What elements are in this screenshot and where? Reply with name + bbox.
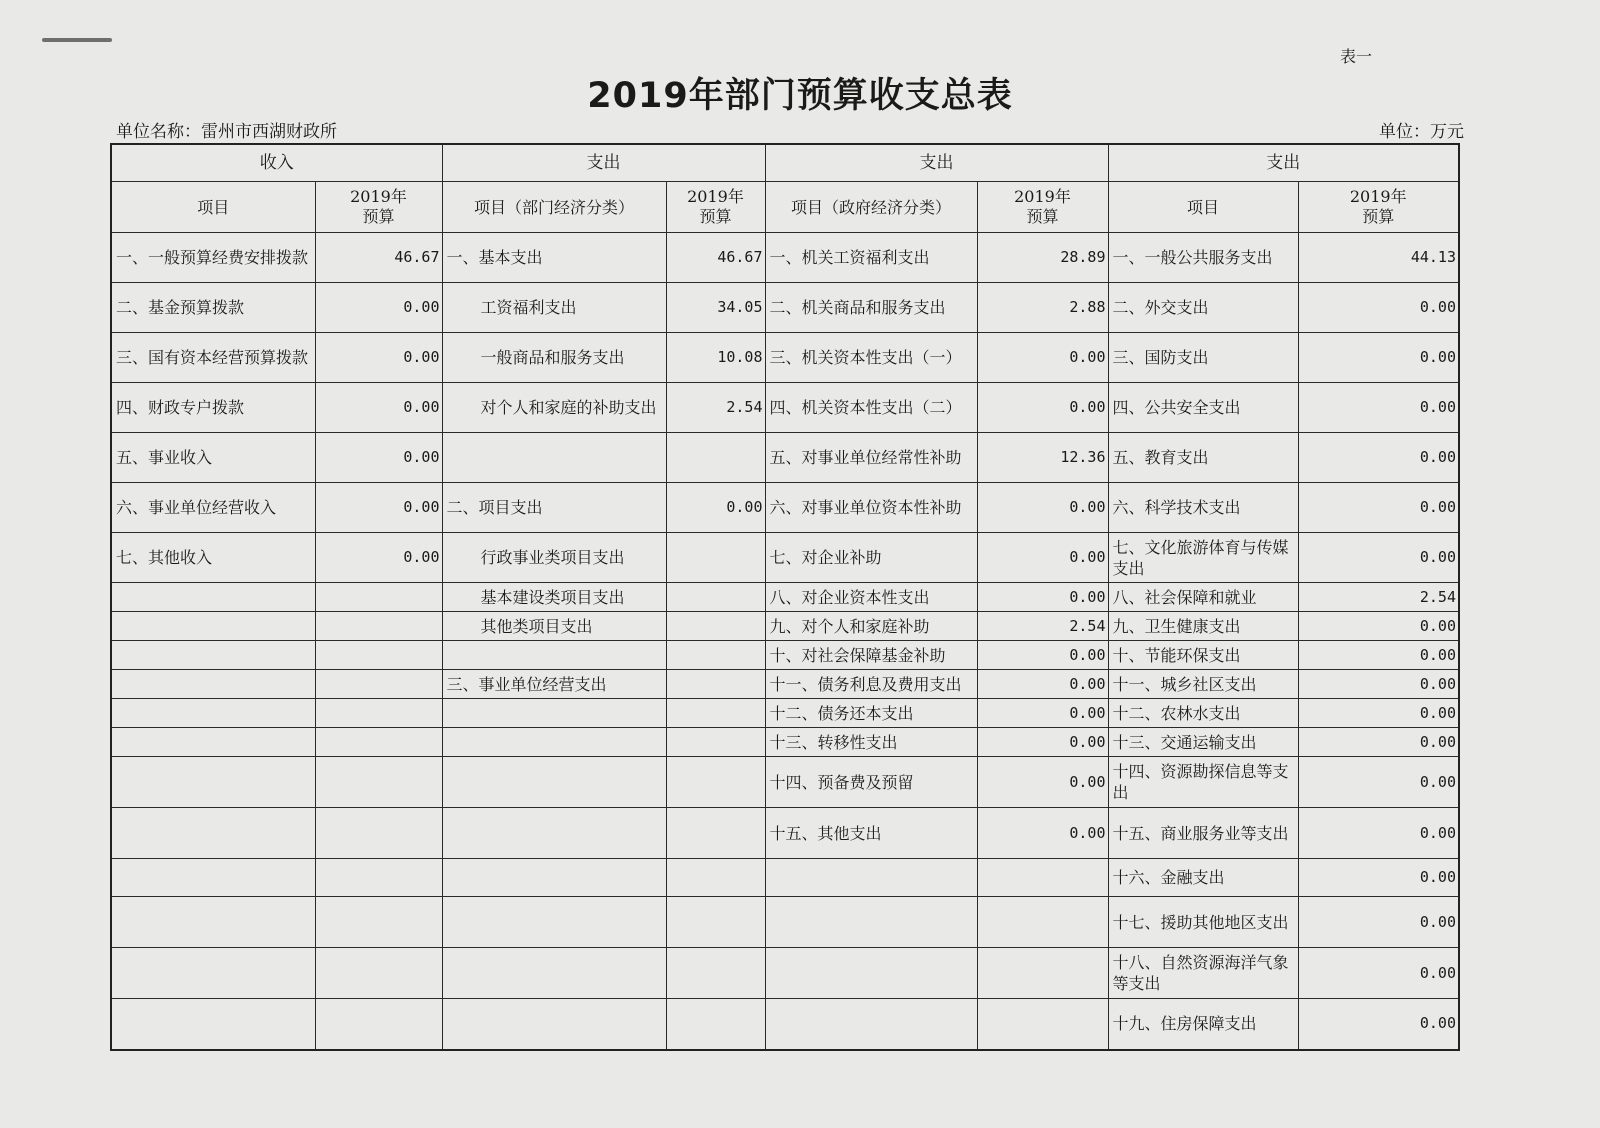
- table-row: [111, 670, 1459, 699]
- dept-expense-item-cell: [442, 699, 666, 728]
- budget-table: [110, 143, 1460, 1051]
- table-row: [111, 333, 1459, 383]
- dept-expense-budget-cell: [666, 670, 765, 699]
- gov-expense-budget-cell: [977, 999, 1108, 1050]
- gov-expense-budget-cell: 0.00: [977, 583, 1108, 612]
- gov-expense-budget-cell: [977, 859, 1108, 897]
- group-header-income: 收入: [111, 144, 442, 182]
- col-header-budget: 2019年 预算: [1298, 182, 1459, 233]
- func-expense-item-cell: 一、一般公共服务支出: [1108, 233, 1298, 283]
- func-expense-item-cell: 十八、自然资源海洋气象等支出: [1108, 948, 1298, 999]
- col-header-budget: 2019年 预算: [666, 182, 765, 233]
- dept-expense-budget-cell: [666, 533, 765, 583]
- table-row: [111, 808, 1459, 859]
- table-row: [111, 583, 1459, 612]
- income-item-cell: 三、国有资本经营预算拨款: [111, 333, 315, 383]
- dept-expense-budget-cell: 10.08: [666, 333, 765, 383]
- table-row: [111, 728, 1459, 757]
- dept-expense-item-cell: [442, 757, 666, 808]
- gov-expense-budget-cell: 0.00: [977, 699, 1108, 728]
- gov-expense-budget-cell: 0.00: [977, 383, 1108, 433]
- gov-expense-budget-cell: 12.36: [977, 433, 1108, 483]
- table-row: [111, 383, 1459, 433]
- income-budget-cell: [315, 859, 442, 897]
- gov-expense-budget-cell: 2.88: [977, 283, 1108, 333]
- income-item-cell: [111, 583, 315, 612]
- func-expense-budget-cell: 2.54: [1298, 583, 1459, 612]
- dept-expense-budget-cell: [666, 859, 765, 897]
- func-expense-budget-cell: 0.00: [1298, 948, 1459, 999]
- func-expense-budget-cell: 0.00: [1298, 283, 1459, 333]
- dept-expense-item-cell: [442, 433, 666, 483]
- func-expense-item-cell: 九、卫生健康支出: [1108, 612, 1298, 641]
- income-budget-cell: [315, 670, 442, 699]
- dept-expense-budget-cell: [666, 699, 765, 728]
- income-item-cell: 一、一般预算经费安排拨款: [111, 233, 315, 283]
- dept-expense-item-cell: [442, 641, 666, 670]
- func-expense-budget-cell: 0.00: [1298, 999, 1459, 1050]
- gov-expense-item-cell: 八、对企业资本性支出: [765, 583, 977, 612]
- gov-expense-item-cell: [765, 948, 977, 999]
- dept-expense-item-cell: [442, 808, 666, 859]
- func-expense-item-cell: 十二、农林水支出: [1108, 699, 1298, 728]
- func-expense-item-cell: 十、节能环保支出: [1108, 641, 1298, 670]
- income-budget-cell: 0.00: [315, 433, 442, 483]
- func-expense-item-cell: 十九、住房保障支出: [1108, 999, 1298, 1050]
- func-expense-budget-cell: 0.00: [1298, 699, 1459, 728]
- func-expense-budget-cell: 0.00: [1298, 533, 1459, 583]
- dept-expense-budget-cell: [666, 641, 765, 670]
- func-expense-budget-cell: 0.00: [1298, 808, 1459, 859]
- func-expense-item-cell: 五、教育支出: [1108, 433, 1298, 483]
- income-item-cell: [111, 728, 315, 757]
- func-expense-item-cell: 十五、商业服务业等支出: [1108, 808, 1298, 859]
- col-header-budget: 2019年 预算: [315, 182, 442, 233]
- gov-expense-item-cell: 五、对事业单位经常性补助: [765, 433, 977, 483]
- gov-expense-budget-cell: [977, 897, 1108, 948]
- func-expense-budget-cell: 0.00: [1298, 728, 1459, 757]
- income-item-cell: [111, 612, 315, 641]
- dept-expense-item-cell: 其他类项目支出: [442, 612, 666, 641]
- gov-expense-item-cell: 四、机关资本性支出（二）: [765, 383, 977, 433]
- gov-expense-budget-cell: 0.00: [977, 670, 1108, 699]
- gov-expense-budget-cell: 28.89: [977, 233, 1108, 283]
- dept-expense-budget-cell: [666, 948, 765, 999]
- income-budget-cell: [315, 728, 442, 757]
- group-header-expense-func: 支出: [1108, 144, 1459, 182]
- gov-expense-budget-cell: 0.00: [977, 533, 1108, 583]
- income-budget-cell: [315, 999, 442, 1050]
- gov-expense-item-cell: 十三、转移性支出: [765, 728, 977, 757]
- gov-expense-item-cell: 十一、债务利息及费用支出: [765, 670, 977, 699]
- unit-name: 单位名称：雷州市西湖财政所: [116, 122, 337, 142]
- income-item-cell: [111, 859, 315, 897]
- gov-expense-budget-cell: 0.00: [977, 757, 1108, 808]
- income-budget-cell: 46.67: [315, 233, 442, 283]
- table-row: [111, 699, 1459, 728]
- func-expense-item-cell: 十三、交通运输支出: [1108, 728, 1298, 757]
- col-header-gov-item: 项目（政府经济分类）: [765, 182, 977, 233]
- income-item-cell: 四、财政专户拨款: [111, 383, 315, 433]
- income-item-cell: [111, 999, 315, 1050]
- staple-mark: [42, 38, 112, 42]
- gov-expense-item-cell: 二、机关商品和服务支出: [765, 283, 977, 333]
- table-row: [111, 283, 1459, 333]
- gov-expense-item-cell: 十五、其他支出: [765, 808, 977, 859]
- gov-expense-item-cell: 九、对个人和家庭补助: [765, 612, 977, 641]
- func-expense-item-cell: 十六、金融支出: [1108, 859, 1298, 897]
- income-item-cell: 五、事业收入: [111, 433, 315, 483]
- income-budget-cell: [315, 757, 442, 808]
- table-row: [111, 859, 1459, 897]
- income-budget-cell: [315, 897, 442, 948]
- income-item-cell: 六、事业单位经营收入: [111, 483, 315, 533]
- func-expense-budget-cell: 0.00: [1298, 612, 1459, 641]
- table-row: [111, 533, 1459, 583]
- gov-expense-item-cell: 七、对企业补助: [765, 533, 977, 583]
- gov-expense-budget-cell: 2.54: [977, 612, 1108, 641]
- dept-expense-budget-cell: [666, 897, 765, 948]
- dept-expense-item-cell: 三、事业单位经营支出: [442, 670, 666, 699]
- income-budget-cell: [315, 699, 442, 728]
- func-expense-budget-cell: 0.00: [1298, 670, 1459, 699]
- dept-expense-item-cell: [442, 728, 666, 757]
- gov-expense-budget-cell: 0.00: [977, 641, 1108, 670]
- dept-expense-item-cell: 行政事业类项目支出: [442, 533, 666, 583]
- gov-expense-item-cell: 十四、预备费及预留: [765, 757, 977, 808]
- income-item-cell: 七、其他收入: [111, 533, 315, 583]
- table-row: [111, 233, 1459, 283]
- table-row: [111, 433, 1459, 483]
- income-budget-cell: [315, 808, 442, 859]
- table-row: [111, 483, 1459, 533]
- income-budget-cell: 0.00: [315, 283, 442, 333]
- gov-expense-item-cell: [765, 897, 977, 948]
- dept-expense-budget-cell: 2.54: [666, 383, 765, 433]
- dept-expense-budget-cell: [666, 999, 765, 1050]
- func-expense-budget-cell: 0.00: [1298, 859, 1459, 897]
- gov-expense-budget-cell: 0.00: [977, 808, 1108, 859]
- table-body: [111, 233, 1459, 1050]
- func-expense-item-cell: 二、外交支出: [1108, 283, 1298, 333]
- unit-label: 单位：万元: [1379, 122, 1464, 142]
- gov-expense-budget-cell: 0.00: [977, 728, 1108, 757]
- gov-expense-item-cell: 六、对事业单位资本性补助: [765, 483, 977, 533]
- table-number: 表一: [1339, 47, 1372, 66]
- col-header-budget: 2019年 预算: [977, 182, 1108, 233]
- income-budget-cell: [315, 641, 442, 670]
- col-header-item: 项目: [1108, 182, 1298, 233]
- func-expense-budget-cell: 44.13: [1298, 233, 1459, 283]
- gov-expense-item-cell: 三、机关资本性支出（一）: [765, 333, 977, 383]
- dept-expense-item-cell: 一、基本支出: [442, 233, 666, 283]
- table-row: [111, 897, 1459, 948]
- func-expense-item-cell: 六、科学技术支出: [1108, 483, 1298, 533]
- gov-expense-budget-cell: 0.00: [977, 333, 1108, 383]
- group-header-expense-dept: 支出: [442, 144, 765, 182]
- dept-expense-budget-cell: 34.05: [666, 283, 765, 333]
- income-item-cell: [111, 897, 315, 948]
- func-expense-budget-cell: 0.00: [1298, 641, 1459, 670]
- func-expense-item-cell: 十七、援助其他地区支出: [1108, 897, 1298, 948]
- income-budget-cell: 0.00: [315, 333, 442, 383]
- gov-expense-item-cell: 一、机关工资福利支出: [765, 233, 977, 283]
- gov-expense-item-cell: [765, 999, 977, 1050]
- income-budget-cell: [315, 948, 442, 999]
- dept-expense-item-cell: [442, 859, 666, 897]
- dept-expense-item-cell: [442, 897, 666, 948]
- col-header-item: 项目: [111, 182, 315, 233]
- gov-expense-item-cell: [765, 859, 977, 897]
- dept-expense-item-cell: [442, 948, 666, 999]
- income-budget-cell: [315, 583, 442, 612]
- income-item-cell: [111, 808, 315, 859]
- dept-expense-item-cell: 二、项目支出: [442, 483, 666, 533]
- gov-expense-item-cell: 十二、债务还本支出: [765, 699, 977, 728]
- income-item-cell: [111, 699, 315, 728]
- gov-expense-item-cell: 十、对社会保障基金补助: [765, 641, 977, 670]
- dept-expense-budget-cell: 0.00: [666, 483, 765, 533]
- income-item-cell: [111, 641, 315, 670]
- func-expense-item-cell: 十四、资源勘探信息等支出: [1108, 757, 1298, 808]
- income-item-cell: [111, 948, 315, 999]
- func-expense-budget-cell: 0.00: [1298, 333, 1459, 383]
- dept-expense-item-cell: 对个人和家庭的补助支出: [442, 383, 666, 433]
- dept-expense-budget-cell: [666, 433, 765, 483]
- func-expense-budget-cell: 0.00: [1298, 897, 1459, 948]
- func-expense-budget-cell: 0.00: [1298, 433, 1459, 483]
- dept-expense-budget-cell: [666, 728, 765, 757]
- table-row: [111, 641, 1459, 670]
- func-expense-item-cell: 八、社会保障和就业: [1108, 583, 1298, 612]
- dept-expense-budget-cell: [666, 583, 765, 612]
- func-expense-item-cell: 三、国防支出: [1108, 333, 1298, 383]
- income-item-cell: 二、基金预算拨款: [111, 283, 315, 333]
- gov-expense-budget-cell: [977, 948, 1108, 999]
- table-row: [111, 999, 1459, 1050]
- income-item-cell: [111, 757, 315, 808]
- func-expense-item-cell: 十一、城乡社区支出: [1108, 670, 1298, 699]
- table-row: [111, 612, 1459, 641]
- income-item-cell: [111, 670, 315, 699]
- func-expense-budget-cell: 0.00: [1298, 383, 1459, 433]
- group-header-expense-gov: 支出: [765, 144, 1108, 182]
- dept-expense-budget-cell: [666, 612, 765, 641]
- func-expense-item-cell: 四、公共安全支出: [1108, 383, 1298, 433]
- gov-expense-budget-cell: 0.00: [977, 483, 1108, 533]
- table-row: [111, 948, 1459, 999]
- income-budget-cell: 0.00: [315, 533, 442, 583]
- func-expense-budget-cell: 0.00: [1298, 757, 1459, 808]
- dept-expense-item-cell: 工资福利支出: [442, 283, 666, 333]
- dept-expense-budget-cell: 46.67: [666, 233, 765, 283]
- income-budget-cell: 0.00: [315, 483, 442, 533]
- func-expense-item-cell: 七、文化旅游体育与传媒支出: [1108, 533, 1298, 583]
- dept-expense-item-cell: 一般商品和服务支出: [442, 333, 666, 383]
- dept-expense-item-cell: [442, 999, 666, 1050]
- income-budget-cell: 0.00: [315, 383, 442, 433]
- table-row: [111, 757, 1459, 808]
- page-title: 2019年部门预算收支总表: [587, 76, 1013, 116]
- dept-expense-item-cell: 基本建设类项目支出: [442, 583, 666, 612]
- col-header-dept-item: 项目（部门经济分类）: [442, 182, 666, 233]
- income-budget-cell: [315, 612, 442, 641]
- dept-expense-budget-cell: [666, 757, 765, 808]
- dept-expense-budget-cell: [666, 808, 765, 859]
- func-expense-budget-cell: 0.00: [1298, 483, 1459, 533]
